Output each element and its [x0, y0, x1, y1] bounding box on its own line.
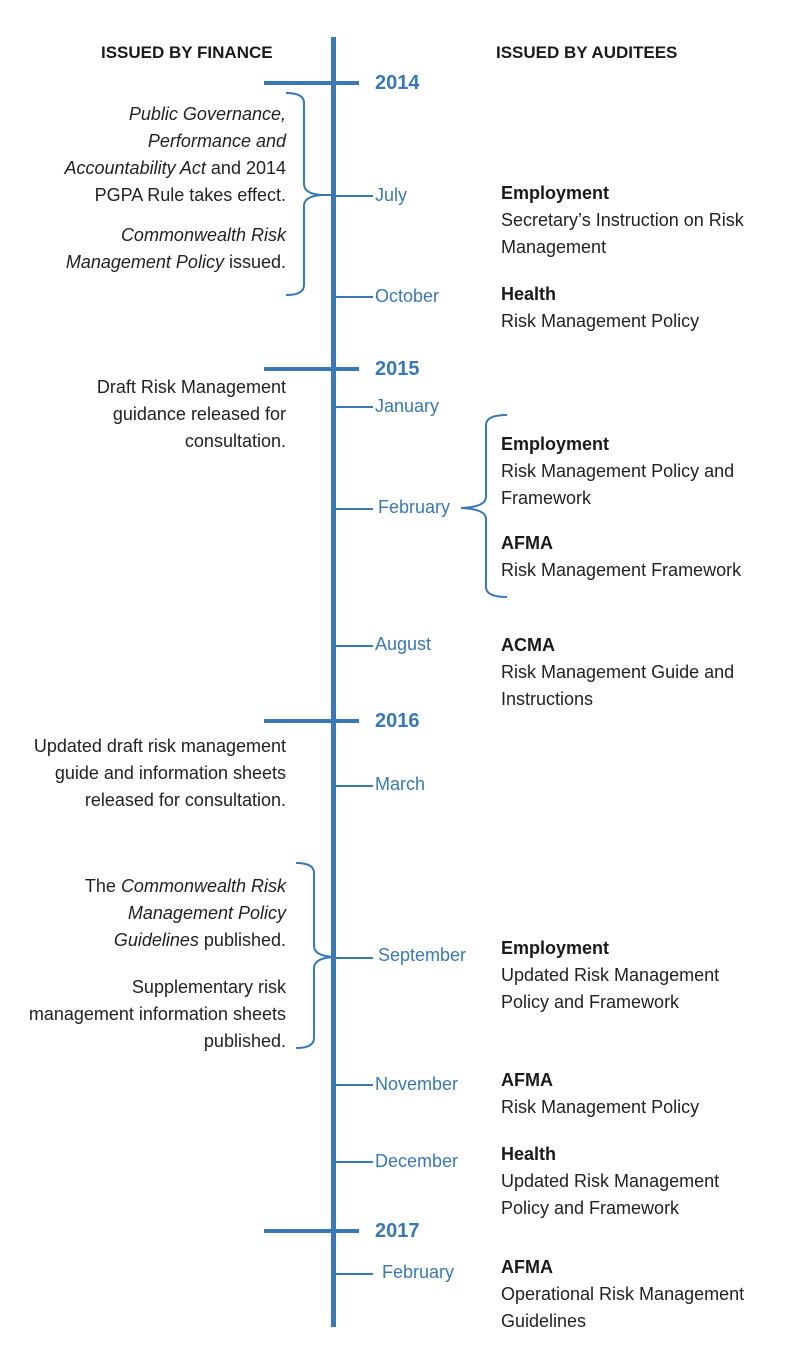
- auditee-doc: Risk Management Guide and Instructions: [501, 662, 735, 709]
- pgpa-line-1: Public Governance,: [128, 104, 286, 124]
- auditee-entry: [501, 1067, 791, 1121]
- crmp-line-1: Commonwealth Risk: [120, 225, 286, 245]
- auditee-org: AFMA: [501, 1257, 553, 1277]
- month-label-september-2016: September: [378, 945, 467, 965]
- pgpa-line-4: PGPA Rule takes effect.: [94, 185, 286, 205]
- auditee-entry: [501, 281, 791, 335]
- year-label-2015: 2015: [375, 358, 420, 380]
- auditee-doc: Updated Risk Management Policy and Framework: [501, 965, 720, 1012]
- year-label-2014: 2014: [375, 72, 420, 94]
- month-label-august-2015: August: [375, 634, 432, 654]
- auditee-doc: Risk Management Policy: [501, 1097, 700, 1117]
- auditee-org: Employment: [501, 938, 610, 958]
- brace-finance-sep-2016: [296, 863, 334, 1048]
- pgpa-act-name: Accountability Act: [64, 158, 206, 178]
- auditee-org: ACMA: [501, 635, 555, 655]
- year-label-2017: 2017: [375, 1220, 420, 1242]
- auditee-entry: [501, 1141, 771, 1222]
- crmp-line-2-title: Management Policy: [65, 252, 224, 272]
- auditees-column-header: ISSUED BY AUDITEES: [496, 43, 678, 62]
- month-label-july-2014: July: [375, 185, 408, 205]
- auditee-doc: Operational Risk Management Guidelines: [501, 1284, 745, 1331]
- finance-draft-2016: Updated draft risk management guide and information sheets released for consultation.: [33, 736, 286, 810]
- month-label-february-2017: February: [382, 1262, 455, 1282]
- auditee-org: Health: [501, 1144, 557, 1164]
- month-label-january-2015: January: [375, 396, 440, 416]
- guidelines-pre: The: [84, 876, 121, 896]
- auditee-doc: Updated Risk Management Policy and Framework: [501, 1171, 720, 1218]
- month-label-december-2016: December: [375, 1151, 459, 1171]
- finance-guidelines-text: [56, 873, 286, 954]
- finance-draft-2015: Draft Risk Management guidance released for consultation.: [96, 377, 286, 451]
- auditee-doc: Secretary’s Instruction on Risk Management: [501, 210, 744, 257]
- auditee-org: Health: [501, 284, 557, 304]
- month-label-february-2015: February: [378, 497, 451, 517]
- pgpa-line-2: Performance and: [147, 131, 286, 151]
- auditee-org: AFMA: [501, 1070, 553, 1090]
- crmp-line-2-rest: issued.: [223, 252, 286, 272]
- auditee-doc: Risk Management Policy and Framework: [501, 461, 735, 508]
- finance-column-header: ISSUED BY FINANCE: [101, 43, 273, 62]
- month-label-november-2016: November: [375, 1074, 459, 1094]
- auditee-entry: [501, 530, 791, 584]
- auditee-entry: [501, 632, 791, 713]
- auditee-entry: [501, 1254, 791, 1335]
- auditee-org: AFMA: [501, 533, 553, 553]
- finance-crmp-text: [26, 222, 286, 276]
- auditee-entry: [501, 180, 791, 261]
- auditee-doc: Risk Management Policy: [501, 311, 700, 331]
- month-label-october-2014: October: [375, 286, 440, 306]
- guidelines-post: published.: [198, 930, 286, 950]
- pgpa-line-3-rest: and 2014: [205, 158, 286, 178]
- auditee-entry: [501, 935, 771, 1016]
- finance-pgpa-text: [26, 101, 286, 209]
- brace-finance-2014: [286, 93, 322, 295]
- auditee-org: Employment: [501, 183, 610, 203]
- auditee-doc: Risk Management Framework: [501, 560, 742, 580]
- auditee-entry: [501, 431, 791, 512]
- guidelines-title: Commonwealth Risk Management Policy Guidelines: [113, 876, 286, 950]
- year-label-2016: 2016: [375, 710, 420, 732]
- auditee-org: Employment: [501, 434, 610, 454]
- finance-supplementary-text: Supplementary risk management information sheets published.: [28, 977, 286, 1051]
- month-label-march-2016: March: [375, 774, 426, 794]
